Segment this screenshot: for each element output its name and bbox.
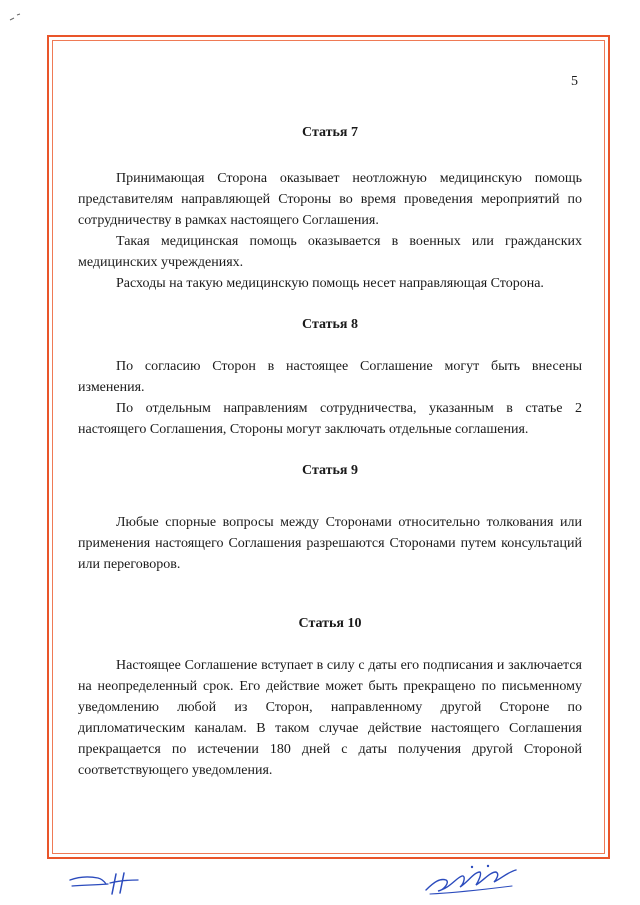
article-9-paragraph-1: Любые спорные вопросы между Сторонами относительно толкования или применения настоящего Соглашения разрешаются Сторонами путем консультаций или переговоров. xyxy=(78,515,582,572)
article-8 xyxy=(78,316,582,440)
article-10 xyxy=(78,615,582,781)
scan-mark xyxy=(8,12,28,24)
article-10-heading: Статья 10 xyxy=(298,616,362,631)
article-7 xyxy=(78,124,582,294)
article-8-paragraph-2: По отдельным направлениям сотрудничества, указанным в статье 2 настоящего Соглашения, Стороны могут заключать отдельные соглашения. xyxy=(78,401,582,437)
article-8-paragraph-1: По согласию Сторон в настоящее Соглашение могут быть внесены изменения. xyxy=(78,359,582,395)
article-7-heading: Статья 7 xyxy=(302,125,358,140)
initials-signature-left xyxy=(66,864,156,898)
document-body xyxy=(78,124,582,781)
article-7-paragraph-2: Такая медицинская помощь оказывается в военных или гражданских медицинских учреждениях. xyxy=(78,234,582,270)
article-9-heading: Статья 9 xyxy=(302,463,358,478)
page-number: 5 xyxy=(571,74,578,89)
article-10-paragraph-1: Настоящее Соглашение вступает в силу с даты его подписания и заключается на неопределенный срок. Его действие может быть прекращено по письменному уведомлению любой из Сторон, направленному другой Стороне по дипломатическим каналам. В таком случае действие настоящего Соглашения прекращается по истечении 180 дней с даты получения другой Стороной соответствующего уведомления. xyxy=(78,658,582,778)
initials-signature-right xyxy=(420,860,530,900)
article-7-paragraph-3: Расходы на такую медицинскую помощь несет направляющая Сторона. xyxy=(116,276,544,291)
article-7-paragraph-1: Принимающая Сторона оказывает неотложную медицинскую помощь представителям направляющей Стороны во время проведения мероприятий по сотрудничеству в рамках настоящего Соглашения. xyxy=(78,171,582,228)
article-9 xyxy=(78,462,582,575)
article-8-heading: Статья 8 xyxy=(302,317,358,332)
